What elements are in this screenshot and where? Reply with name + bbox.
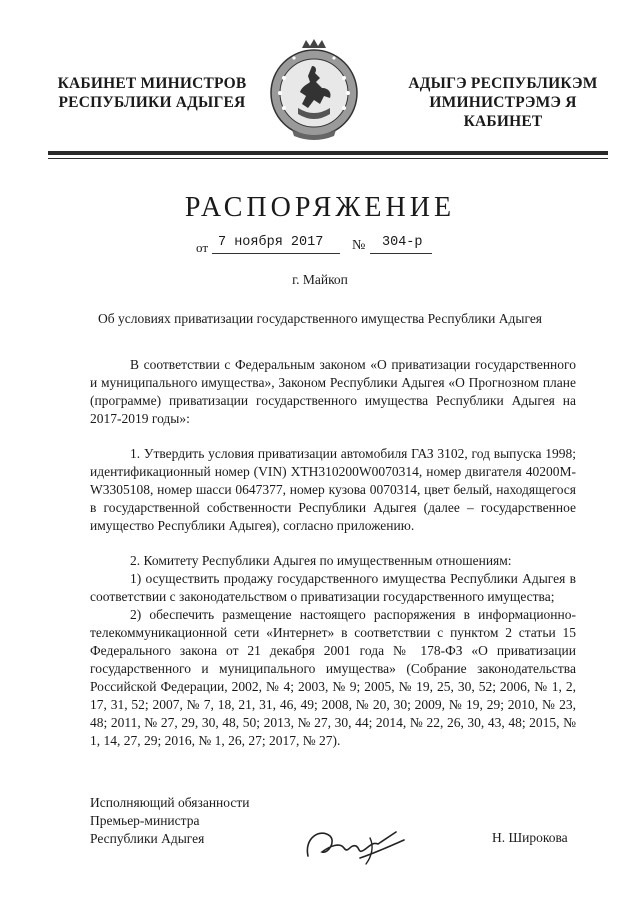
adygea-coat-of-arms-icon [264,38,364,144]
number-sign: № [352,238,366,253]
signatory-line3: Республики Адыгея [90,831,205,846]
document-title: РАСПОРЯЖЕНИЕ [184,192,456,223]
header-left-line2: РЕСПУБЛИКИ АДЫГЕЯ [58,94,246,111]
signatory-line2: Премьер-министра [90,813,200,828]
document-body [90,356,576,750]
paragraph-item2: 2. Комитету Республики Адыгея по имущественным отношениям: [130,553,512,568]
document-date: 7 ноября 2017 [212,235,340,254]
header-left-org [52,74,252,112]
paragraph-intro: В соответствии с Федеральным законом «О приватизации государственного и муниципального имущества», Законом Республики Адыгея «О Прогнозном плане (программе) приватизации государственного имущества Республики Адыгея на 2017-2019 годы»: [90,357,576,426]
handwritten-signature [300,818,410,868]
document-subject: Об условиях приватизации государственного имущества Республики Адыгея [97,311,543,326]
header-left-line1: КАБИНЕТ МИНИСТРОВ [57,75,247,92]
date-prefix: от [196,240,209,255]
city: г. Майкоп [292,272,348,287]
header-divider-thick [48,151,608,155]
dateline [0,236,640,260]
signatory-position [90,794,249,848]
paragraph-item2-2: 2) обеспечить размещение настоящего распоряжения в информационно-телекоммуникационной сети «Интернет» в соответствии с пунктом 2 статьи 15 Федерального закона от 21 декабря 2001 года № 178-ФЗ «О приватизации государственного и муниципального имущества» (Собрание законодательства Российской Федерации, 2002, № 4; 2003, № 9; 2005, № 19, 25, 30, 52; 2006, № 1, 2, 17, 31, 52; 2007, № 7, 18, 21, 31, 46, 49; 2008, № 20, 30; 2009, № 19, 29; 2010, № 23, 48; 2011, № 27, 29, 30, 48, 50; 2013, № 27, 30, 44; 2014, № 22, 26, 30, 43, 48; 2015, № 1, 14, 27, 29; 2016, № 1, 26, 27; 2017, № 27). [90,607,576,748]
header-right-line1: АДЫГЭ РЕСПУБЛИКЭМ [408,75,598,92]
paragraph-item1: 1. Утвердить условия приватизации автомобиля ГАЗ 3102, год выпуска 1998; идентификационный номер (VIN) XTH310200W0070314, номер двигателя 40200M-W3305108, номер шасси 0647377, номер кузова 0070314, цвет белый, находящегося в государственной собственности Республики Адыгея (далее – государственное имущество Республики Адыгея), согласно приложению. [90,446,576,533]
paragraph-item2-1: 1) осуществить продажу государственного имущества Республики Адыгея в соответствии с законодательством о приватизации государственного имущества; [90,571,576,604]
header-right-org [392,74,614,131]
signatory-line1: Исполняющий обязанности [90,795,250,810]
header-divider-thin [48,158,608,159]
document-number: 304-р [370,235,432,254]
header-right-line2: ИМИНИСТРЭМЭ Я КАБИНЕТ [429,94,577,130]
signatory-name: Н. Широкова [492,830,568,845]
